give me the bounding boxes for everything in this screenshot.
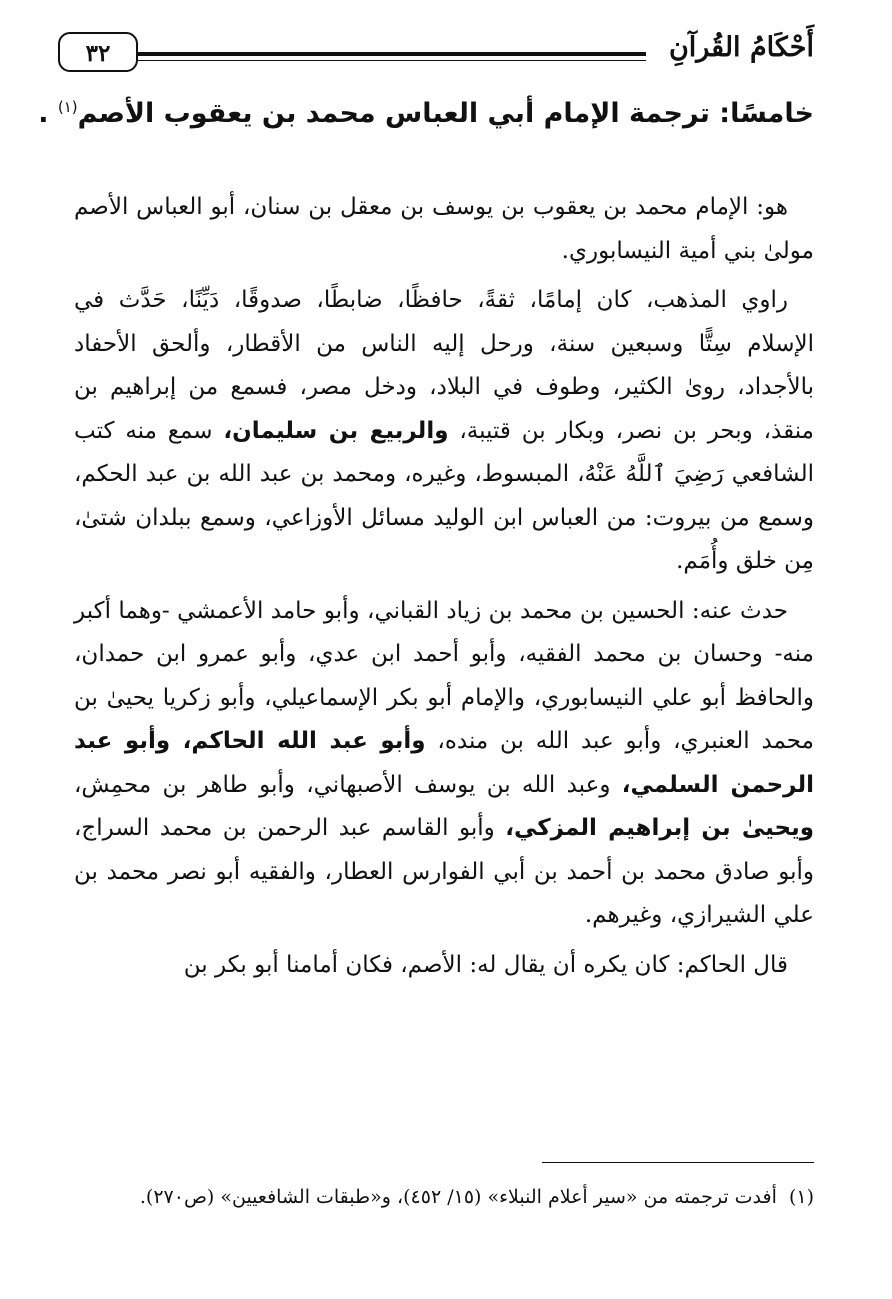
footnote-number: (١) bbox=[788, 1186, 814, 1208]
section-heading bbox=[38, 98, 814, 129]
paragraph-students bbox=[74, 590, 814, 938]
paragraph-students-text-c: وعبد الله بن يوسف الأصبهاني، وأبو طاهر بن محمِش، bbox=[74, 771, 611, 798]
heading-end-mark: . bbox=[38, 98, 49, 129]
paragraph-students-bold-names-2: ويحيىٰ بن إبراهيم المزكي، bbox=[505, 815, 814, 841]
book-title: أَحْكَامُ القُرآنِ bbox=[668, 32, 814, 63]
paragraph-identity-text: هو: الإمام محمد بن يعقوب بن يوسف بن معقل بن سنان، أبو العباس الأصم مولىٰ بني أمية النيسابوري. bbox=[74, 194, 814, 264]
footnote-text: أفدت ترجمته من «سير أعلام النبلاء» (١٥/ ٤٥٢)، و«طبقات الشافعيين» (ص٢٧٠). bbox=[139, 1186, 777, 1208]
footnote bbox=[74, 1178, 814, 1216]
paragraph-biography bbox=[74, 279, 814, 584]
header-rule bbox=[136, 52, 646, 61]
paragraph-hakim-quote-text: قال الحاكم: كان يكره أن يقال له: الأصم، فكان أمامنا أبو بكر بن bbox=[183, 951, 788, 978]
footnote-separator bbox=[542, 1162, 814, 1163]
paragraph-identity bbox=[74, 186, 814, 273]
paragraph-hakim-quote bbox=[74, 944, 814, 988]
main-text bbox=[74, 186, 814, 993]
section-heading-text: خامسًا: ترجمة الإمام أبي العباس محمد بن يعقوب الأصم bbox=[77, 98, 814, 129]
page-number: ٣٢ bbox=[58, 32, 138, 72]
paragraph-students-text-a: حدث عنه: الحسين بن محمد بن زياد القباني، وأبو حامد الأعمشي -وهما أكبر منه- وحسان بن محمد الفقيه، وأبو أحمد ابن عدي، وأبو عمرو ابن حمدان، والحافظ أبو علي النيسابوري، والإمام أبو بكر الإسماعيلي، وأبو زكريا يحيىٰ بن محمد العنبري، وأبو عبد الله بن منده، bbox=[74, 597, 814, 754]
footnote-reference[interactable]: (١) bbox=[57, 98, 78, 116]
paragraph-biography-text-a: راوي المذهب، كان إمامًا، ثقةً، حافظًا، ضابطًا، صدوقًا، دَيِّنًا، حَدَّث في الإسلام سِتًّا وسبعين سنة، ورحل إليه الناس من الأقطار، وألحق الأحفاد بالأجداد، روىٰ الكثير، وطوف في البلاد، ودخل مصر، فسمع من إبراهيم بن منقذ، وبحر بن نصر، وبكار بن قتيبة، bbox=[74, 287, 815, 444]
paragraph-students-bold-names-1: وأبو عبد الله الحاكم، وأبو عبد الرحمن السلمي، bbox=[74, 728, 814, 798]
paragraph-biography-bold-name: والربيع بن سليمان، bbox=[223, 417, 449, 444]
running-header bbox=[58, 30, 814, 82]
paragraph-students-text-e: وأبو القاسم عبد الرحمن بن محمد السراج، وأبو صادق محمد بن أحمد بن أبي الفوارس العطار، والفقيه أبو نصر محمد بن علي الشيرازي، وغيرهم. bbox=[74, 815, 814, 928]
paragraph-biography-text-c: سمع منه كتب الشافعي رَضِيَ ٱللَّهُ عَنْهُ، المبسوط، وغيره، ومحمد بن عبد الله بن عبد الحكم، وسمع من بيروت: من العباس ابن الوليد مسائل الأوزاعي، وسمع ببلدان شتىٰ، مِن خلق وأُمَم. bbox=[74, 417, 814, 574]
